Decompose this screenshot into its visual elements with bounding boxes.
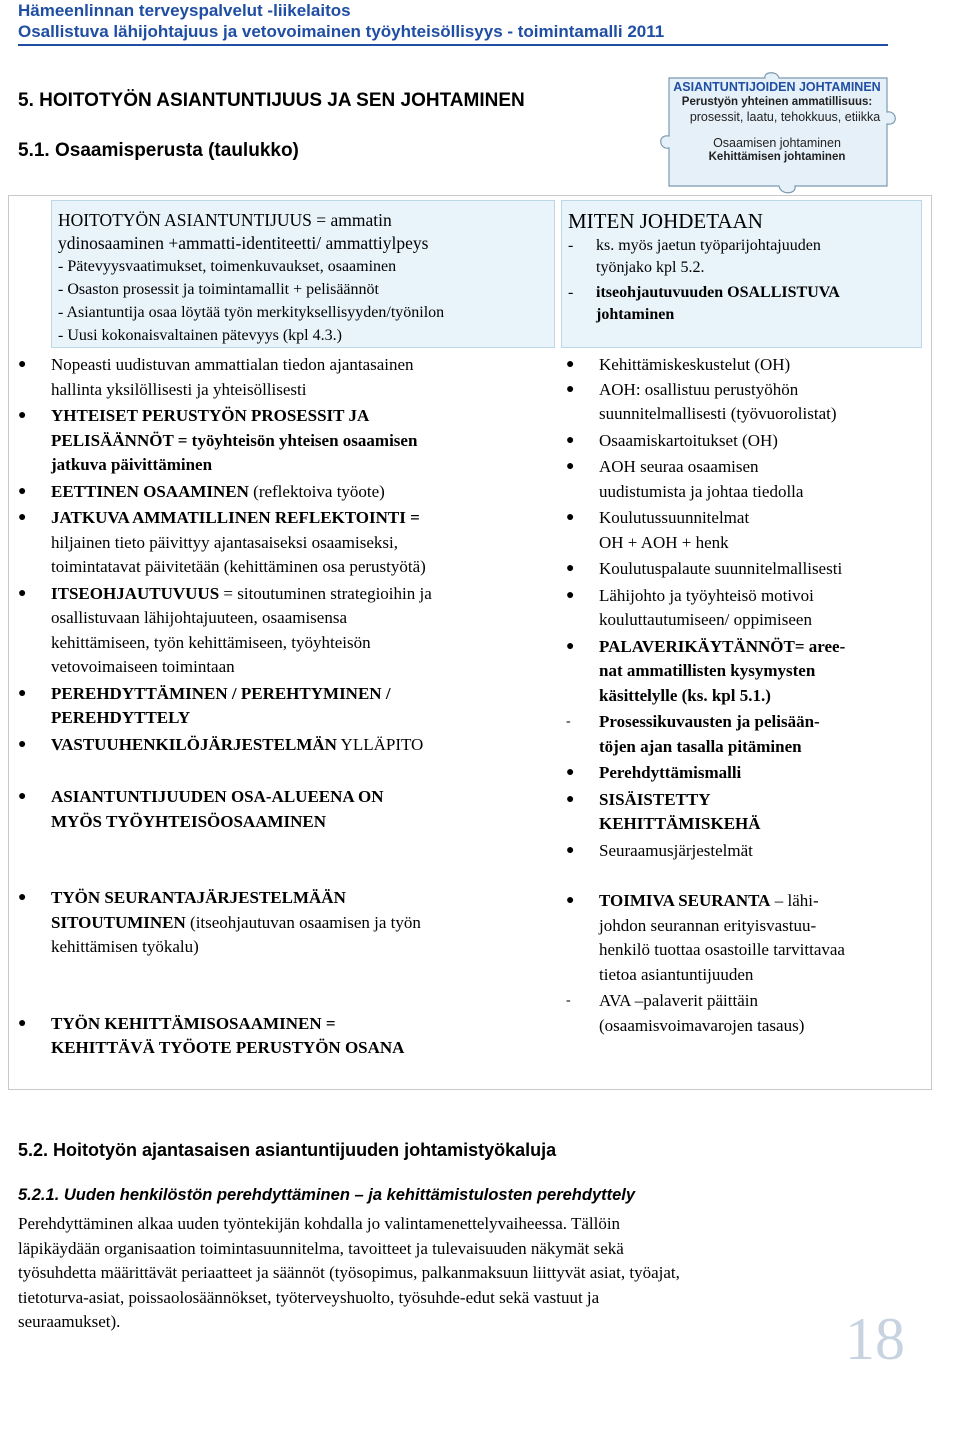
bullet-icon: ● <box>566 842 575 858</box>
list-item: - ks. myös jaetun työparijohtajuuden työnjako kpl 5.2. <box>568 235 918 279</box>
definition-line: HOITOTYÖN ASIANTUNTIJUUS = ammatin <box>58 210 392 230</box>
page-number: 18 <box>845 1306 905 1372</box>
bullet-icon: ● <box>18 1015 27 1031</box>
list-item-text: (osaamisvoimavarojen tasaus) <box>599 1015 805 1035</box>
list-item-text: ks. myös jaetun työparijohtajuuden <box>596 237 821 254</box>
list-item-text: MYÖS TYÖYHTEISÖOSAAMINEN <box>51 811 327 831</box>
list-item-text: KEHITTÄMISKEHÄ <box>599 814 761 833</box>
list-item <box>18 353 551 402</box>
bullet-icon: ● <box>566 357 575 372</box>
left-bullet-list <box>18 353 551 1061</box>
list-item: - itseohjautuvuuden OSALLISTUVA johtaminen <box>568 282 918 326</box>
list-item <box>18 1012 551 1061</box>
list-item-text: töjen ajan tasalla pitäminen <box>599 736 802 756</box>
list-item-text: (itseohjautuvan osaamisen ja työn <box>185 912 421 932</box>
puzzle-line-3: Osaamisen johtaminen <box>713 136 841 150</box>
competence-table <box>8 195 932 1090</box>
list-item-text: = sitoutuminen strategioihin ja <box>219 583 432 603</box>
body-paragraph <box>18 1212 888 1335</box>
dash-icon: - <box>566 993 571 1008</box>
list-item-text: uudistumista ja johtaa tiedolla <box>599 481 804 501</box>
list-item-text: AOH seuraa osaamisen <box>599 457 759 476</box>
definition-line: ydinosaaminen +ammatti-identiteetti/ ammattiylpeys <box>58 233 429 253</box>
definition-line: - Osaston prosessit ja toimintamallit + pelisäännöt <box>58 281 379 298</box>
list-item <box>566 378 924 427</box>
list-item <box>566 455 924 504</box>
list-item-strong: EETTINEN OSAAMINEN <box>51 481 249 501</box>
list-item <box>18 682 551 731</box>
list-item-text: nat ammatillisten kysymysten <box>599 661 816 680</box>
list-item-text: PEREHDYTTELY <box>51 708 191 727</box>
bullet-icon: ● <box>566 510 575 525</box>
puzzle-graphic <box>655 72 899 194</box>
list-item-text: Lähijohto ja työyhteisö motivoi <box>599 585 814 605</box>
list-item-text: YHTEISET PERUSTYÖN PROSESSIT JA <box>51 406 370 425</box>
bullet-icon: ● <box>566 432 575 448</box>
list-item-text: KEHITTÄVÄ TYÖOTE PERUSTYÖN OSANA <box>51 1038 405 1057</box>
list-item-text: YLLÄPITO <box>336 734 424 754</box>
list-item-strong: ITSEOHJAUTUVUUS <box>51 583 220 603</box>
expertise-definition-box <box>51 200 555 348</box>
puzzle-title: ASIANTUNTIJOIDEN JOHTAMINEN <box>673 80 881 94</box>
list-item-text: Perehdyttämismalli <box>599 763 742 782</box>
bullet-icon: ● <box>18 685 27 701</box>
list-item-text: suunnitelmallisesti (työvuorolistat) <box>599 404 837 423</box>
list-item-text: JATKUVA AMMATILLINEN REFLEKTOINTI = <box>51 508 420 527</box>
list-item-text: Prosessikuvausten ja pelisään- <box>599 712 820 731</box>
bullet-icon: ● <box>566 561 575 576</box>
list-item-text: itseohjautuvuuden OSALLISTUVA <box>596 284 840 301</box>
list-item-text: kehittämiseen, työn kehittämiseen, työyhteisön <box>51 632 371 652</box>
list-item <box>18 404 551 478</box>
document-header <box>18 0 888 46</box>
list-item-text: kehittämisen työkalu) <box>51 937 199 956</box>
list-item-text: vetovoimaiseen toimintaan <box>51 657 235 676</box>
list-item <box>18 785 551 834</box>
list-item-text: käsittelylle (ks. kpl 5.1.) <box>599 685 771 705</box>
list-item <box>566 635 924 709</box>
list-item <box>566 429 924 454</box>
list-item-text: PEREHDYTTÄMINEN / PEREHTYMINEN / <box>51 683 391 703</box>
list-item <box>566 353 924 378</box>
list-item-text: (reflektoiva työote) <box>248 481 385 501</box>
list-item-text: PELISÄÄNNÖT = työyhteisön yhteisen osaamisen <box>51 430 418 450</box>
list-item-text: johdon seurannan erityisvastuu- <box>599 915 817 935</box>
list-item-text: Seuraamusjärjestelmät <box>599 840 753 860</box>
model-name: Osallistuva lähijohtajuus ja vetovoimainen työyhteisöllisyys - toimintamalli 2011 <box>18 21 888 46</box>
bullet-icon: ● <box>18 408 27 423</box>
list-item <box>566 839 924 864</box>
list-item-text: Koulutuspalaute suunnitelmallisesti <box>599 559 843 578</box>
list-item <box>18 733 551 758</box>
list-item-text: Koulutussuunnitelmat <box>599 508 750 527</box>
list-item <box>566 761 924 786</box>
puzzle-line-1: Perustyön yhteinen ammatillisuus: <box>681 96 873 108</box>
list-item-strong: VASTUUHENKILÖJÄRJESTELMÄN <box>51 734 337 754</box>
list-item-text: toimintatavat päivitetään (kehittäminen osa perustyötä) <box>51 557 426 576</box>
bullet-icon: ● <box>18 736 27 752</box>
bullet-icon: ● <box>566 765 575 780</box>
dash-icon: - <box>566 714 571 729</box>
list-item-text: ASIANTUNTIJUUDEN OSA-ALUEENA ON <box>51 787 384 806</box>
list-item <box>566 788 924 837</box>
bullet-icon: ● <box>566 893 575 908</box>
list-item-text: SISÄISTETTY <box>599 789 711 809</box>
bullet-icon: ● <box>18 357 27 372</box>
paragraph-line: läpikäydään organisaation toimintasuunnitelma, tavoitteet ja tulevaisuuden näkymät sekä <box>18 1238 624 1258</box>
bullet-icon: ● <box>18 585 27 601</box>
paragraph-line: tietoturva-asiat, poissaolosäännökset, työterveyshuolto, työsuhde-edut sekä vastuut ja <box>18 1287 600 1307</box>
puzzle-line-2: prosessit, laatu, tehokkuus, etiikka <box>689 110 881 124</box>
list-item <box>566 584 924 633</box>
bullet-icon: ● <box>566 381 575 397</box>
list-item-text: tietoa asiantuntijuuden <box>599 964 754 984</box>
bullet-icon: ● <box>566 791 575 807</box>
how-to-lead-box <box>561 200 922 348</box>
list-item-text: Kehittämiskeskustelut (OH) <box>599 355 791 374</box>
list-item-text: henkilö tuottaa osastoille tarvittavaa <box>599 940 845 959</box>
list-item <box>566 710 924 759</box>
definition-line: - Uusi kokonaisvaltainen pätevyys (kpl 4.3.) <box>58 327 342 344</box>
list-item-text: PALAVERIKÄYTÄNNÖT= aree- <box>599 636 846 656</box>
bullet-icon: ● <box>566 638 575 654</box>
list-item-text: Nopeasti uudistuvan ammattialan tiedon ajantasainen <box>51 355 414 374</box>
definition-line: - Pätevyysvaatimukset, toimenkuvaukset, osaaminen <box>58 258 397 275</box>
definition-line: - Asiantuntija osaa löytää työn merkityksellisyyden/työnilon <box>58 304 445 321</box>
section-5-2-1-title: 5.2.1. Uuden henkilöstön perehdyttäminen – ja kehittämistulosten perehdyttely <box>18 1186 636 1204</box>
organization-name: Hämeenlinnan terveyspalvelut -liikelaitos <box>18 1 351 20</box>
list-item-text: osallistuvaan lähijohtajuuteen, osaamisensa <box>51 608 348 627</box>
list-item <box>566 889 924 987</box>
list-item-text: AOH: osallistuu perustyöhön <box>599 379 799 399</box>
section-title: 5. HOITOTYÖN ASIANTUNTIJUUS JA SEN JOHTAMINEN <box>18 90 525 111</box>
puzzle-line-4: Kehittämisen johtaminen <box>708 151 846 163</box>
bullet-icon: ● <box>18 510 27 525</box>
paragraph-line: Perehdyttäminen alkaa uuden työntekijän kohdalla jo valintamenettelyvaiheessa. Tällöin <box>18 1214 621 1233</box>
list-item-text: AVA –palaverit päittäin <box>599 991 758 1010</box>
list-item-text: TYÖN SEURANTAJÄRJESTELMÄÄN <box>51 888 346 907</box>
list-item-strong: SITOUTUMINEN <box>51 912 186 932</box>
list-item <box>566 989 924 1038</box>
list-item <box>566 557 924 582</box>
list-item-text: työnjako kpl 5.2. <box>596 259 705 276</box>
list-item-text: kouluttautumiseen/ oppimiseen <box>599 610 812 629</box>
bullet-icon: ● <box>18 789 27 804</box>
how-to-lead-title: MITEN JOHDETAAN <box>568 209 763 233</box>
list-item-text: hiljainen tieto päivittyy ajantasaiseksi osaamiseksi, <box>51 532 399 552</box>
right-bullet-list <box>566 353 924 1038</box>
bullet-icon: ● <box>18 890 27 905</box>
paragraph-line: seuraamukset). <box>18 1312 121 1331</box>
section-5-2-title: 5.2. Hoitotyön ajantasaisen asiantuntijuuden johtamistyökaluja <box>18 1140 557 1160</box>
list-item-text: jatkuva päivittäminen <box>51 455 213 474</box>
bullet-icon: ● <box>18 483 27 499</box>
list-item <box>18 506 551 580</box>
list-item-text: johtaminen <box>596 306 675 323</box>
subsection-title: 5.1. Osaamisperusta (taulukko) <box>18 140 299 161</box>
list-item-text: – lähi- <box>770 891 819 910</box>
list-item <box>18 582 551 680</box>
list-item-text: Osaamiskartoitukset (OH) <box>599 430 778 450</box>
list-item-text: OH + AOH + henk <box>599 532 729 552</box>
list-item-strong: TOIMIVA SEURANTA <box>599 891 771 910</box>
paragraph-line: työsuhdetta määrittävät periaatteet ja säännöt (työsopimus, palkanmaksuun liittyvät asiat, työajat, <box>18 1263 680 1282</box>
list-item <box>18 886 551 960</box>
list-item <box>18 480 551 505</box>
bullet-icon: ● <box>566 459 575 474</box>
list-item <box>566 506 924 555</box>
list-item-text: hallinta yksilöllisesti ja yhteisöllisesti <box>51 379 307 399</box>
list-item-text: TYÖN KEHITTÄMISOSAAMINEN = <box>51 1013 336 1033</box>
bullet-icon: ● <box>566 587 575 603</box>
